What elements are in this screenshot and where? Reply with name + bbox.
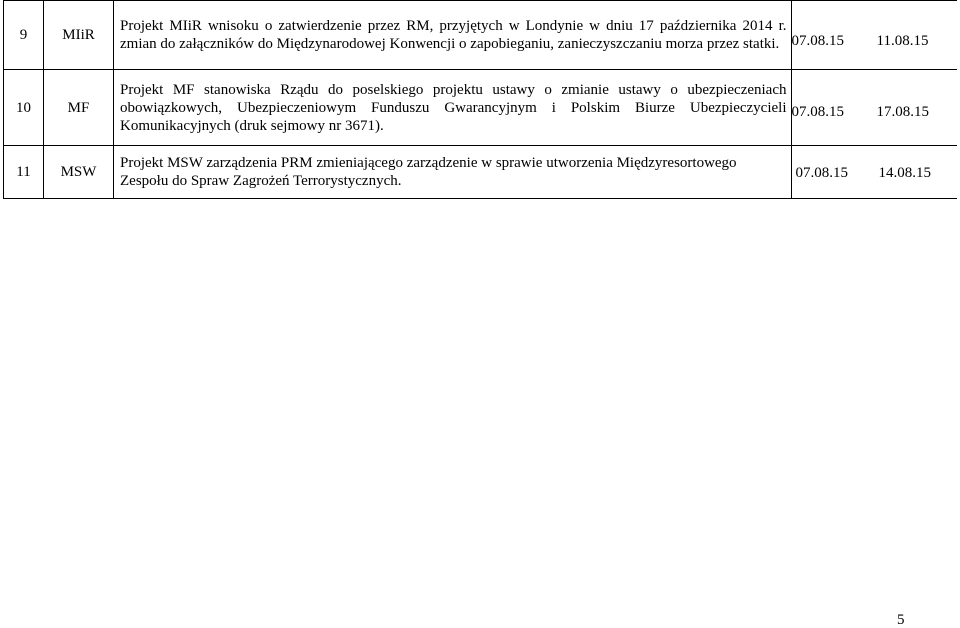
- description-cell: Projekt MIiR wnisoku o zatwierdzenie przez RM, przyjętych w Londynie w dniu 17 października 2014 r. zmian do załączników do Międzynarodowej Konwencji o zapobieganiu, zanieczyszczaniu morza przez statki.: [114, 1, 792, 70]
- date-deadline: 11.08.15: [876, 33, 929, 49]
- date-deadline: 17.08.15: [876, 104, 929, 120]
- row-number: 10: [4, 70, 44, 146]
- table-row: [4, 70, 958, 146]
- institution-cell: MIiR: [44, 1, 114, 70]
- date-received: 07.08.15: [791, 104, 844, 120]
- date-received: 07.08.15: [795, 165, 848, 181]
- row-number: 9: [4, 1, 44, 70]
- document-table: [3, 0, 957, 199]
- dates-cell: [791, 146, 957, 199]
- date-deadline: 14.08.15: [878, 165, 931, 181]
- table-row: [4, 1, 958, 70]
- table-row: [4, 146, 958, 199]
- institution-cell: MSW: [44, 146, 114, 199]
- dates-cell: [791, 70, 957, 146]
- page-number: 5: [897, 612, 905, 628]
- dates-cell: [791, 1, 957, 70]
- description-cell: Projekt MF stanowiska Rządu do poselskiego projektu ustawy o zmianie ustawy o ubezpieczeniach obowiązkowych, Ubezpieczeniowym Funduszu Gwarancyjnym i Polskim Biurze Ubezpieczycieli Komunikacyjnych (druk sejmowy nr 3671).: [114, 70, 792, 146]
- row-number: 11: [4, 146, 44, 199]
- description-cell: Projekt MSW zarządzenia PRM zmieniającego zarządzenie w sprawie utworzenia Międzyresortowego Zespołu do Spraw Zagrożeń Terrorystycznych.: [114, 146, 792, 199]
- date-received: 07.08.15: [791, 33, 844, 49]
- institution-cell: MF: [44, 70, 114, 146]
